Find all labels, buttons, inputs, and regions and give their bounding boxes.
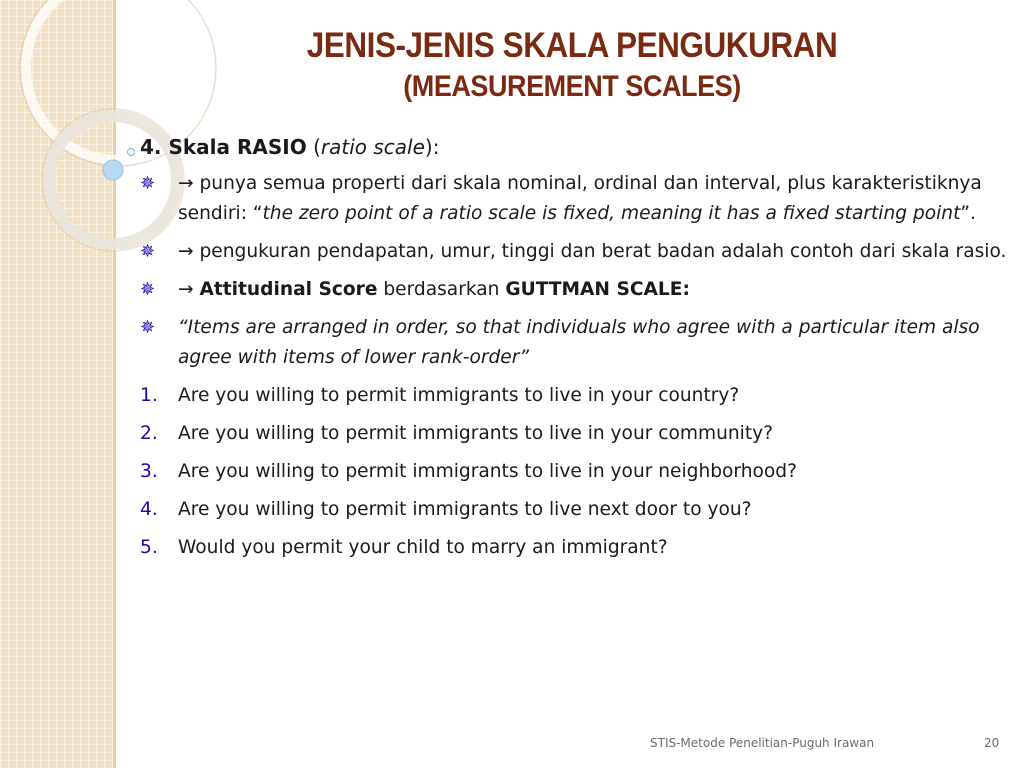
slide-subtitle: (MEASUREMENT SCALES) [403,70,741,103]
bullet-text: → punya semua properti dari skala nominal, ordinal dan interval, plus karakteristiknya sendiri: “ [178,173,982,224]
heading-close-paren: ): [424,135,440,159]
bullet-arrow: → [178,279,200,300]
question-text: Would you permit your child to marry an immigrant? [178,537,668,558]
heading-label: 4. Skala RASIO [140,135,307,159]
question-text: Are you willing to permit immigrants to live in your country? [178,385,740,406]
question-text: Are you willing to permit immigrants to live next door to you? [178,499,752,520]
bullet-italic-quote: “Items are arranged in order, so that individuals who agree with a particular item also agree with items of lower rank-order” [178,317,980,368]
slide-body [140,132,1010,571]
bullet-bold-term: Attitudinal Score [199,279,378,300]
question-item [140,457,1010,487]
question-item [140,381,1010,411]
side-panel [0,0,113,768]
footer-text: STIS-Metode Penelitian-Puguh Irawan [650,736,875,750]
bullet-text: berdasarkan [377,279,506,300]
question-number: 2. [140,423,158,444]
page-number: 20 [984,736,1000,750]
bullet-item [140,313,1010,373]
heading-open-paren: ( [306,135,321,159]
question-item [140,533,1010,563]
side-panel-edge [113,0,116,768]
question-number: 1. [140,385,158,406]
question-item [140,419,1010,449]
bullet-text: → pengukuran pendapatan, umur, tinggi dan berat badan adalah contoh dari skala rasio. [178,241,1007,262]
bullet-italic-quote: the zero point of a ratio scale is fixed, meaning it has a fixed starting point [262,203,961,224]
star-bullet-icon: ✵ [140,317,156,338]
heading-italic: ratio scale [320,135,425,159]
bullet-text-end: ”. [960,203,976,224]
bullet-item [140,275,1010,305]
bullet-item [140,237,1010,267]
slide-title: JENIS-JENIS SKALA PENGUKURAN [306,26,838,65]
section-heading [140,132,1010,162]
question-text: Are you willing to permit immigrants to live in your community? [178,423,773,444]
heading-bullet-icon [127,148,135,156]
star-bullet-icon: ✵ [140,279,156,300]
question-number: 3. [140,461,158,482]
bullet-item [140,169,1010,229]
star-bullet-icon: ✵ [140,173,156,194]
question-text: Are you willing to permit immigrants to live in your neighborhood? [178,461,797,482]
question-item [140,495,1010,525]
question-number: 4. [140,499,158,520]
bullet-bold-scale: GUTTMAN SCALE: [505,279,690,300]
star-bullet-icon: ✵ [140,241,156,262]
question-number: 5. [140,537,158,558]
